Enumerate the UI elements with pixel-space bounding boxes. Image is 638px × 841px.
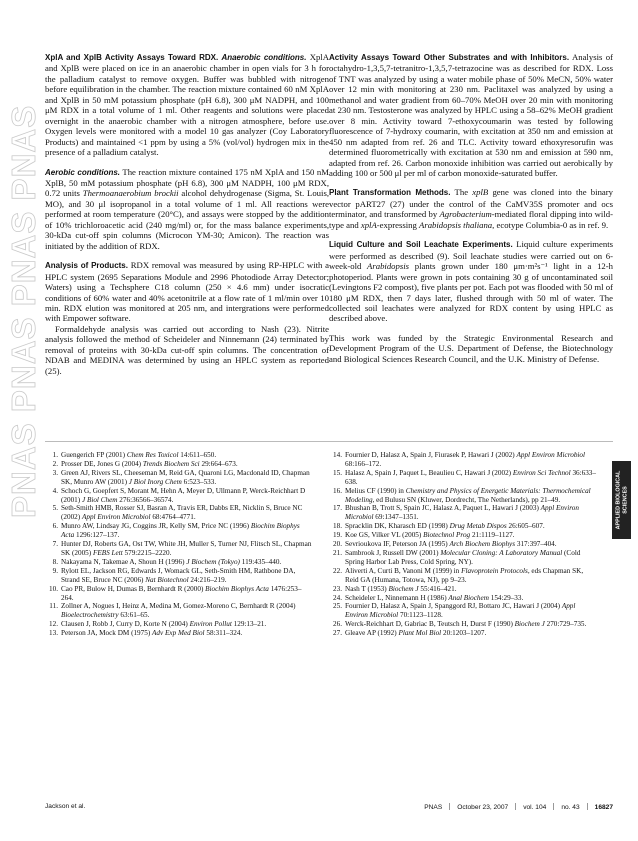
- reference-number: 16.: [333, 486, 342, 495]
- reference-number: 4.: [52, 486, 58, 495]
- reference-source: Chemistry and Physics of Energetic Materials: Thermochemical Modeling: [345, 486, 591, 504]
- reference-source: Biochim Biophys Acta: [61, 522, 300, 540]
- paragraph-analysis-of-products: [45, 260, 329, 324]
- reference-source: Molecular Cloning: A Laboratory Manual: [440, 548, 563, 557]
- side-tab-label-line2: SCIENCES: [621, 486, 628, 514]
- reference-number: 26.: [333, 620, 342, 629]
- reference-details: 70:1123–1128.: [398, 611, 443, 620]
- footer-separator: [515, 803, 516, 810]
- reference-authors: Aliverti A, Curti B, Vanoni M (1999) in: [345, 566, 462, 575]
- reference-number: 13.: [49, 629, 58, 638]
- reference-authors: Gleave AP (1992): [345, 629, 399, 638]
- subsection-heading: Anaerobic conditions.: [221, 53, 307, 62]
- reference-details: 317:397–404.: [515, 540, 557, 549]
- paragraph-plant-transformation: [329, 187, 613, 230]
- reference-number: 12.: [49, 620, 58, 629]
- reference-item: [45, 602, 313, 620]
- reference-authors: Nakayama N, Takemae A, Shoun H (1996): [61, 557, 187, 566]
- paragraph-formaldehyde: [45, 324, 329, 376]
- reference-source: Environ Pollut: [189, 620, 232, 629]
- footer-journal: PNAS: [424, 804, 443, 811]
- reference-item: [329, 620, 597, 629]
- reference-item: [329, 567, 597, 585]
- species-name: Thermoanaerobium brockii: [82, 188, 179, 199]
- reference-authors: Schoch G, Goepfert S, Morant M, Hehn A, Meyer D, Ullmann P, Werck-Reichhart D (2001): [61, 486, 306, 504]
- gene-name: xplA: [360, 219, 377, 230]
- reference-details: 1476:253–264.: [61, 584, 302, 602]
- section-heading: Activity Assays Toward Other Substrates and with Inhibitors.: [329, 53, 570, 62]
- reference-item: [329, 594, 597, 603]
- reference-source: Appl Environ Microbiol: [81, 513, 151, 522]
- paragraph-text: This work was funded by the Strategic Environmental Research and Development Program of the U.S. Department of Defense, the Biotechnology and Biological Sciences Research Council, and the U.K. Ministry of Defense.: [329, 332, 613, 364]
- right-column: [329, 52, 613, 364]
- reference-authors: Hunter DJ, Roberts GA, Ost TW, White JH, Muller S, Turner NJ, Flitsch SL, Chapman SK (2005): [61, 540, 312, 557]
- reference-details: , ed Bulusu SN (Kluwer, Dordrecht, The Netherlands), pp 21–49.: [372, 495, 561, 504]
- reference-details: 276:36566–36574.: [117, 495, 174, 504]
- footer-page-number: 16827: [594, 804, 613, 811]
- paragraph-text: Analysis of octahydro-1,3,5,7-tetranitro-1,3,5,7-tetrazocine was as described for RDX. Loss of TNT was analyzed by using a water mobile phase of 50% MeCN, 50% water over 12 min with monitoring at 230 nm. Paclitaxel was analyzed by using a methanol and water gradient from 60–70% MeOH over 20 min with monitoring at 230 nm. Testosterone was analyzed by HPLC using a 58–62% MeOH gradient over 8 min. Activity toward 7-ethoxycoumarin was tested by following fluorescence of 7-hydroxy coumarin, with excitation at 350 nm and emission at 450 nm adapted from ref. 26 and TLC. Activity toward ethoxyresorufin was determined fluorometrically with excitation at 530 nm and emission at 590 nm, adapted from ref. 26. Carbon monoxide inhibition was carried out aerobically by adding 100 or 500 μl per ml of carbon monoxide-saturated buffer.: [329, 52, 613, 178]
- reference-details: 26:605–607.: [506, 522, 545, 531]
- paragraph-text: Formaldehyde analysis was carried out according to Nash (23). Nitrite analysis followed the method of Scheideler and Ninnemann (24) terminated by removal of proteins with 30-kDa cut-off spin columns. The concentration of NDAB and MEDINA was determined by using an HPLC system as reported (25).: [45, 323, 329, 376]
- reference-details: (Cold Spring Harbor Lab Press, Cold Spring, NY).: [345, 548, 581, 566]
- reference-item: [329, 540, 597, 549]
- footer-citation: [424, 803, 613, 811]
- reference-number: 8.: [52, 557, 58, 566]
- reference-authors: Prosser DE, Jones G (2004): [61, 459, 143, 468]
- subsection-heading: Aerobic conditions.: [45, 167, 121, 177]
- reference-source: Environ Sci Technol: [512, 468, 571, 477]
- footer-separator: [587, 803, 588, 810]
- footer-issue: no. 43: [561, 804, 580, 811]
- paragraph-xpla-xplb-anaerobic: [45, 52, 329, 158]
- reference-source: Biochim Biophys Acta: [205, 584, 269, 593]
- species-name: Agrobacterium: [439, 209, 492, 220]
- paragraph-text: The reaction mixture contained 175 nM XplA and 150 nM XplB, 50 mM potassium phosphate (pH 6.8), 300 μM NADPH, 100 μM RDX, 0.72 units: [45, 166, 329, 199]
- paragraph-other-substrates: [329, 52, 613, 178]
- reference-number: 17.: [333, 504, 342, 513]
- paragraph-text: The: [450, 187, 473, 198]
- section-heading: Plant Transformation Methods.: [329, 188, 451, 198]
- reference-number: 19.: [333, 531, 342, 540]
- reference-source: Biotechnol Prog: [423, 531, 471, 540]
- reference-item: [329, 602, 597, 620]
- paragraph-liquid-culture: [329, 239, 613, 324]
- reference-details: 6:523–533.: [181, 477, 217, 486]
- reference-authors: Koe GS, Vilker VL (2005): [345, 531, 424, 540]
- reference-authors: Rylott EL, Jackson RG, Edwards J, Womack GL, Seth-Smith HM, Rathbone DA, Strand SE, Bruce NC (2006): [61, 566, 296, 584]
- reference-number: 7.: [52, 540, 58, 549]
- reference-source: FEBS Lett: [92, 548, 123, 557]
- reference-source: Anal Biochem: [448, 593, 489, 602]
- reference-item: [45, 558, 313, 567]
- reference-number: 20.: [333, 540, 342, 549]
- reference-source: Trends Biochem Sci: [142, 459, 200, 468]
- reference-item: [45, 469, 313, 487]
- reference-item: [329, 451, 597, 469]
- reference-source: Chem Res Toxicol: [126, 451, 179, 459]
- reference-item: [329, 487, 597, 505]
- reference-details: 14:611–650.: [178, 451, 217, 459]
- reference-authors: Bhushan B, Trott S, Spain JC, Halasz A, Paquet L, Hawari J (2003): [345, 504, 541, 513]
- reference-number: 24.: [333, 593, 342, 602]
- watermark-text: PNAS PNAS PNAS PNAS: [5, 104, 42, 518]
- reference-authors: Fournier D, Halasz A, Spain J, Fiurasek P, Hawari J (2002): [345, 451, 517, 459]
- reference-source: Appl Environ Microbiol: [345, 504, 579, 522]
- paragraph-text: Liquid culture experiments were performed as described (9). Soil leachate studies were carried out on 6-week-old: [329, 239, 614, 272]
- reference-item: [329, 504, 597, 522]
- reference-source: Appl Environ Microbiol: [345, 602, 576, 620]
- reference-details: , eds Chapman SK, Reid GA (Humana, Totowa, NJ), pp 9–23.: [345, 566, 584, 584]
- footer-volume: vol. 104: [523, 804, 547, 811]
- side-tab-label-line1: APPLIED BIOLOGICAL: [614, 470, 621, 530]
- reference-authors: Werck-Reichhart D, Gabriac B, Teutsch H, Durst F (1990): [345, 620, 515, 629]
- paragraph-text: -expressing: [376, 219, 420, 230]
- reference-authors: Sevrioukova IF, Peterson JA (1995): [345, 540, 450, 549]
- species-name: Arabidopsis thaliana: [419, 219, 493, 230]
- reference-number: 5.: [52, 504, 58, 513]
- references-left: [45, 451, 313, 638]
- reference-number: 27.: [333, 629, 342, 638]
- reference-number: 25.: [333, 602, 342, 611]
- reference-authors: Clausen J, Robb J, Curry D, Korte N (2004): [61, 620, 190, 629]
- reference-details: 69:1347–1351.: [373, 513, 419, 522]
- reference-authors: Spracklin DK, Kharasch ED (1998): [345, 522, 450, 531]
- reference-authors: Fournier D, Halasz A, Spain J, Spanggord RJ, Bottaro JC, Hawari J (2004): [345, 602, 562, 611]
- reference-authors: Zollner A, Nogues I, Heinz A, Medina M, Gomez-Moreno C, Bernhardt R (2004): [61, 602, 296, 611]
- reference-authors: Munro AW, Lindsay JG, Coggins JR, Kelly SM, Price NC (1996): [61, 522, 251, 531]
- reference-source: Appl Environ Microbiol: [516, 451, 586, 459]
- reference-item: [329, 469, 597, 487]
- reference-number: 18.: [333, 522, 342, 531]
- reference-source: Nat Biotechnol: [145, 575, 189, 584]
- reference-source: Arch Biochem Biophys: [449, 540, 516, 549]
- reference-details: 68:4764–4771.: [150, 513, 196, 522]
- reference-details: 270:729–735.: [544, 620, 587, 629]
- reference-source: J Biochem (Tokyo): [186, 557, 240, 566]
- reference-authors: Scheideler L, Ninnemann H (1986): [345, 593, 449, 602]
- reference-item: [329, 549, 597, 567]
- reference-item: [329, 522, 597, 531]
- reference-item: [45, 629, 313, 638]
- reference-source: J Biol Inorg Chem: [128, 477, 182, 486]
- reference-number: 1.: [52, 451, 58, 459]
- reference-item: [329, 629, 597, 638]
- references-divider: [45, 441, 613, 442]
- footer-date: October 23, 2007: [457, 804, 509, 811]
- reference-item: [45, 585, 313, 603]
- reference-number: 21.: [333, 548, 342, 557]
- reference-details: 129:13–21.: [231, 620, 267, 629]
- reference-details: 119:435–440.: [239, 557, 282, 566]
- reference-item: [45, 567, 313, 585]
- reference-source: J Biol Chem: [81, 495, 118, 504]
- reference-authors: Guengerich FP (2001): [61, 451, 127, 459]
- reference-item: [45, 620, 313, 629]
- reference-item: [45, 540, 313, 558]
- reference-item: [45, 504, 313, 522]
- paragraph-text: RDX removal was measured by using RP-HPLC with a HPLC system (2695 Separations Module and 2996 Photodiode Array Detector; Waters) using a Techsphere C18 column (250 × 4.6 mm) under isocratic conditions of 60% water and 40% acetonitrile at a flow rate of 1 ml/min over 10 min. RDX elution was monitored at 205 nm, and intergrations were performed with Empower software.: [45, 260, 329, 324]
- reference-item: [45, 451, 313, 460]
- reference-source: Plant Mol Biol: [398, 629, 442, 638]
- paragraph-text: plants grown under 180 μm·m²s⁻¹ light in a 12-h photoperiod. Plants were grown in pots containing 30 g of uncontaminated soil (Levingtons F2 compost), five plants per pot. Each pot was flooded with 50 ml of 180 μM RDX, then 7 days later, flushed through with 50 ml of water. The collected soil leachates were analyzed for RDX content by using HPLC as described above.: [329, 261, 613, 324]
- reference-number: 3.: [52, 468, 58, 477]
- reference-number: 10.: [49, 584, 58, 593]
- reference-details: 24:216–219.: [188, 575, 227, 584]
- reference-details: 55:416–421.: [418, 584, 457, 593]
- reference-details: 68:166–172.: [345, 459, 382, 468]
- paragraph-text: gene was cloned into the binary vector pART27 (27) under the control of the CaMV35S promoter and ocs terminator, and transformed by: [329, 187, 614, 220]
- reference-authors: Sambrook J, Russell DW (2001): [345, 548, 441, 557]
- section-heading: XplA and XplB Activity Assays Toward RDX.: [45, 53, 219, 62]
- reference-authors: Melius CF (1990) in: [345, 486, 406, 495]
- section-side-tab: [612, 461, 631, 539]
- paragraph-text: -mediated floral dipping into wild-type and: [329, 209, 613, 230]
- reference-source: Flavoprotein Protocols: [461, 566, 528, 575]
- reference-number: 23.: [333, 584, 342, 593]
- reference-item: [329, 585, 597, 594]
- gene-name: xplB: [472, 187, 489, 198]
- reference-authors: Seth-Smith HMB, Rosser SJ, Basran A, Travis ER, Dabbs ER, Nicklin S, Bruce NC (2002): [61, 504, 303, 522]
- reference-authors: Cao PR, Bulow H, Dumas B, Bernhardt R (2000): [61, 584, 206, 593]
- reference-number: 14.: [333, 451, 342, 459]
- reference-details: 58:311–324.: [204, 629, 243, 638]
- reference-authors: Peterson JA, Mock DM (1975): [61, 629, 153, 638]
- reference-details: 36:633–638.: [345, 468, 596, 486]
- reference-source: Biochem J: [388, 584, 419, 593]
- species-name: Arabidopsis: [367, 261, 410, 272]
- reference-item: [45, 522, 313, 540]
- paragraph-text: alcohol dehydrogenase (Sigma, St. Louis, MO), and 30 μl isopropanol in a total volume of 1 ml. All reactions were performed at room temperature (20°C), and assays were stopped by the addition of 10% trichloroacetic acid (240 mg/ml) or, for the mass balance experiments, 30-kDa cut-off spin columns (Microcon YM-30; Amicon). The reaction was initiated by the addition of RDX.: [45, 188, 329, 251]
- reference-number: 22.: [333, 566, 342, 575]
- references-right: [329, 451, 597, 638]
- reference-source: Biochem J: [514, 620, 545, 629]
- reference-number: 15.: [333, 468, 342, 477]
- pnas-watermark: [2, 100, 42, 520]
- reference-details: 154:29–33.: [488, 593, 524, 602]
- reference-number: 2.: [52, 459, 58, 468]
- reference-number: 9.: [52, 566, 58, 575]
- reference-number: 11.: [49, 602, 58, 611]
- paragraph-acknowledgments: [329, 333, 613, 364]
- reference-item: [45, 460, 313, 469]
- reference-source: Drug Metab Dispos: [449, 522, 507, 531]
- footer-separator: [553, 803, 554, 810]
- section-heading: Analysis of Products.: [45, 261, 128, 271]
- reference-details: 1296:127–137.: [74, 531, 120, 540]
- reference-authors: Nash T (1953): [345, 584, 389, 593]
- reference-source: Adv Exp Med Biol: [152, 629, 205, 638]
- left-column: [45, 52, 329, 376]
- footer-separator: [449, 803, 450, 810]
- reference-authors: Green AJ, Rivers SL, Cheeseman M, Reid GA, Quaroni LG, Macdonald ID, Chapman SK, Munro AW (2001): [61, 468, 310, 486]
- section-heading: Liquid Culture and Soil Leachate Experiments.: [329, 240, 513, 250]
- reference-authors: Halasz A, Spain J, Paquet L, Beaulieu C, Hawari J (2002): [345, 468, 513, 477]
- reference-details: 21:1119–1127.: [470, 531, 515, 540]
- reference-details: 20:1203–1207.: [441, 629, 487, 638]
- reference-number: 6.: [52, 522, 58, 531]
- reference-item: [45, 487, 313, 505]
- reference-details: 29:664–673.: [199, 459, 238, 468]
- paragraph-text: , ecotype Columbia-0 as in ref. 9.: [492, 219, 609, 230]
- footer-author: Jackson et al.: [45, 803, 86, 810]
- paragraph-text: XplA and XplB were placed on ice in an anaerobic chamber in open vials for 3 h for the palladium catalyst to remove oxygen. Buffer was bubbled with nitrogen before equilibration in the chamber. The reaction mixture contained 60 nM XplA and XplB in 50 mM potassium phosphate (pH 6.8), 300 μM NADPH, and 100 μM RDX in a total volume of 1 ml. Other reagents and solutions were placed overnight in the anaerobic chamber with a nitrogen atmosphere, before use. Oxygen levels were monitored with a model 10 gas analyzer (Coy Laboratory Products) and maintained <1 ppm by using a 5% (vol/vol) hydrogen mix in the presence of a palladium catalyst.: [45, 52, 329, 158]
- paragraph-aerobic: [45, 167, 329, 252]
- reference-source: Bioelectrochemistry: [61, 611, 119, 620]
- reference-details: 579:2215–2220.: [122, 548, 172, 557]
- reference-item: [329, 531, 597, 540]
- reference-details: 63:61–65.: [118, 611, 150, 620]
